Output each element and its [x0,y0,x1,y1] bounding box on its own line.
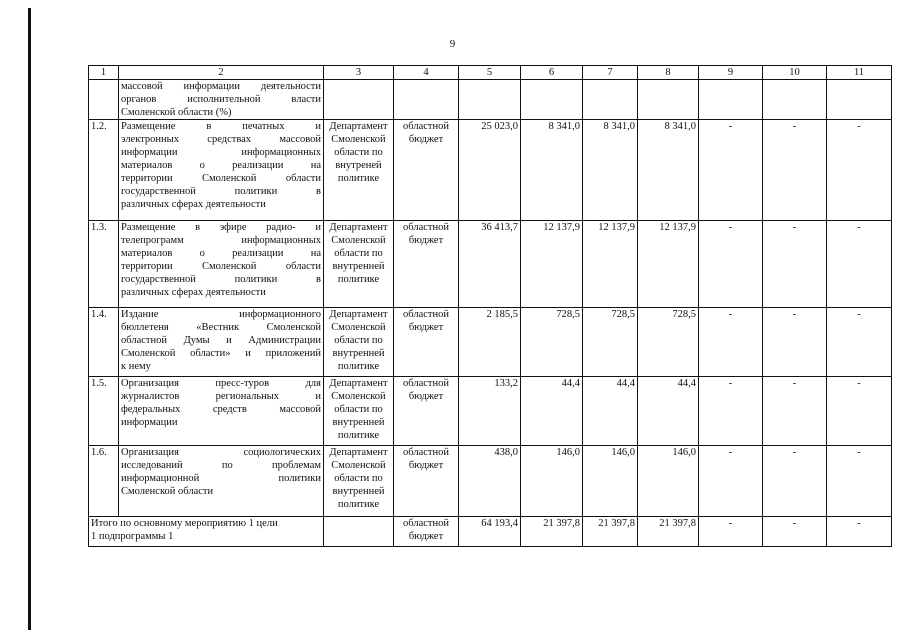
text-line: областной [403,222,449,233]
value-cell: 44,4 [521,377,583,446]
text-line: бюджет [408,391,444,402]
value-cell: 8 341,0 [638,120,699,221]
value-cell [521,80,583,120]
value-cell: - [827,517,892,547]
value-cell: 8 341,0 [583,120,638,221]
column-header: 10 [763,66,827,80]
value-cell: 728,5 [521,308,583,377]
description-cell [119,80,324,120]
text-line: Смоленской [331,460,386,471]
value-cell: - [699,446,763,517]
value-cell: - [699,377,763,446]
scan-edge-line [28,8,31,630]
text-line: государственной политики в [121,274,321,285]
value-cell: - [827,221,892,308]
text-line: Итого по основному мероприятию 1 цели [91,518,278,529]
text-line: Организация социологических [121,447,321,458]
column-header: 5 [459,66,521,80]
column-header: 8 [638,66,699,80]
text-line: областной [403,309,449,320]
value-cell: 44,4 [638,377,699,446]
description-cell [119,120,324,221]
value-cell: 728,5 [583,308,638,377]
value-cell: - [699,221,763,308]
value-cell: 44,4 [583,377,638,446]
column-header: 6 [521,66,583,80]
description-cell [119,308,324,377]
value-cell: 438,0 [459,446,521,517]
text-line: областной [403,518,449,529]
table-row [89,308,892,377]
text-line: Департамент [329,447,388,458]
text-line: органов исполнительной власти [121,94,321,105]
row-number-cell: 1.2. [89,120,119,221]
total-row [89,517,892,547]
fund-source-cell [394,120,459,221]
row-number-cell: 1.6. [89,446,119,517]
text-line: журналистов региональных и [121,391,321,402]
description-cell [119,221,324,308]
value-cell [699,80,763,120]
value-cell: 146,0 [583,446,638,517]
text-line: электронных средствах массовой [121,134,321,145]
value-cell [827,80,892,120]
text-line: Издание информационного [121,309,321,320]
text-line: областной [403,378,449,389]
text-line: территории Смоленской области [121,173,321,184]
text-line: внутренней [332,348,385,359]
value-cell: 21 397,8 [638,517,699,547]
text-line: Смоленской области (%) [121,107,232,118]
text-line: Департамент [329,222,388,233]
value-cell: 64 193,4 [459,517,521,547]
text-line: бюджет [408,235,444,246]
column-header: 11 [827,66,892,80]
text-line: политике [337,499,380,510]
text-line: материалов о реализации на [121,160,321,171]
value-cell: - [763,221,827,308]
column-header: 9 [699,66,763,80]
text-line: Организация пресс-туров для [121,378,321,389]
text-line: Смоленской [331,391,386,402]
text-line: политике [337,173,380,184]
budget-table [88,65,892,547]
department-cell [324,446,394,517]
department-cell [324,221,394,308]
text-line: бюджет [408,322,444,333]
text-line: Смоленской [331,322,386,333]
text-line: телепрограмм информационных [121,235,321,246]
text-line: федеральных средств массовой [121,404,321,415]
header-row [89,66,892,80]
text-line: областной Думы и Администрации [121,335,321,346]
value-cell: - [763,377,827,446]
text-line: внутренней [332,486,385,497]
text-line: информации информационных [121,147,321,158]
value-cell: - [827,377,892,446]
value-cell [583,80,638,120]
text-line: Департамент [329,309,388,320]
value-cell: - [763,517,827,547]
text-line: 1 подпрограммы 1 [91,531,174,542]
value-cell: 12 137,9 [638,221,699,308]
text-line: бюджет [408,134,444,145]
description-cell [119,446,324,517]
text-line: области по [334,335,383,346]
value-cell: 12 137,9 [521,221,583,308]
department-cell [324,517,394,547]
text-line: информационной политики [121,473,321,484]
text-line: политике [337,430,380,441]
text-line: различных сферах деятельности [121,199,266,210]
value-cell: - [827,308,892,377]
value-cell: 728,5 [638,308,699,377]
value-cell: - [763,446,827,517]
text-line: к нему [121,361,151,372]
value-cell: - [827,446,892,517]
description-cell [119,377,324,446]
text-line: внутренней [332,417,385,428]
text-line: области по [334,147,383,158]
fund-source-cell [394,446,459,517]
text-line: Размещение в эфире радио- и [121,222,321,233]
value-cell: - [763,120,827,221]
row-number-cell [89,80,119,120]
text-line: области по [334,404,383,415]
value-cell [459,80,521,120]
text-line: Смоленской области [121,486,214,497]
table-row [89,446,892,517]
page-number: 9 [449,38,456,50]
row-number-cell: 1.4. [89,308,119,377]
department-cell [324,377,394,446]
text-line: Департамент [329,121,388,132]
value-cell: 8 341,0 [521,120,583,221]
value-cell [763,80,827,120]
value-cell: 36 413,7 [459,221,521,308]
text-line: материалов о реализации на [121,248,321,259]
table-row [89,120,892,221]
column-header: 7 [583,66,638,80]
value-cell: 12 137,9 [583,221,638,308]
text-line: областной [403,447,449,458]
text-line: различных сферах деятельности [121,287,266,298]
value-cell: - [827,120,892,221]
column-header: 1 [89,66,119,80]
text-line: области по [334,248,383,259]
department-cell [324,120,394,221]
value-cell: 21 397,8 [583,517,638,547]
column-header: 4 [394,66,459,80]
column-header: 2 [119,66,324,80]
text-line: Смоленской области» и приложений [121,348,321,359]
fund-source-cell [394,308,459,377]
value-cell: 25 023,0 [459,120,521,221]
value-cell: 146,0 [521,446,583,517]
value-cell [638,80,699,120]
text-line: массовой информации деятельности [121,81,321,92]
value-cell: - [699,120,763,221]
table-row [89,221,892,308]
text-line: бюллетеня «Вестник Смоленской [121,322,321,333]
text-line: исследований по проблемам [121,460,321,471]
fund-source-cell [394,377,459,446]
table-row [89,377,892,446]
text-line: государственной политики в [121,186,321,197]
fund-source-cell [394,80,459,120]
text-line: внутренней [332,261,385,272]
text-line: Департамент [329,378,388,389]
department-cell [324,80,394,120]
fund-source-cell [394,221,459,308]
value-cell: - [763,308,827,377]
value-cell: 2 185,5 [459,308,521,377]
text-line: территории Смоленской области [121,261,321,272]
value-cell: 21 397,8 [521,517,583,547]
department-cell [324,308,394,377]
text-line: областной [403,121,449,132]
total-label-cell [89,517,324,547]
text-line: Размещение в печатных и [121,121,321,132]
value-cell: 146,0 [638,446,699,517]
text-line: политике [337,274,380,285]
text-line: внутреней [335,160,382,171]
fund-source-cell [394,517,459,547]
value-cell: 133,2 [459,377,521,446]
text-line: политике [337,361,380,372]
text-line: Смоленской [331,235,386,246]
text-line: информации [121,417,178,428]
row-number-cell: 1.3. [89,221,119,308]
continuation-row [89,80,892,120]
column-header: 3 [324,66,394,80]
row-number-cell: 1.5. [89,377,119,446]
text-line: бюджет [408,531,444,542]
value-cell: - [699,517,763,547]
text-line: Смоленской [331,134,386,145]
text-line: области по [334,473,383,484]
value-cell: - [699,308,763,377]
text-line: бюджет [408,460,444,471]
